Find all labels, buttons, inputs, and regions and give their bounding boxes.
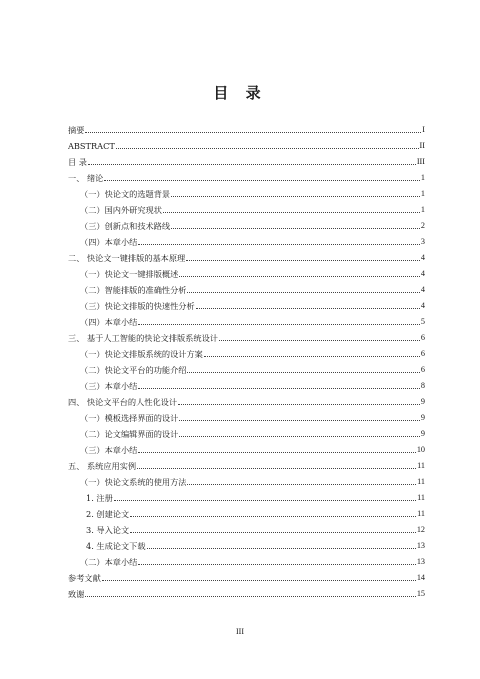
- toc-entry-page: 14: [416, 573, 425, 582]
- dot-leader: [187, 292, 419, 293]
- dot-leader: [196, 308, 420, 309]
- dot-leader: [138, 564, 415, 565]
- toc-entry-page: 4: [420, 253, 425, 262]
- toc-entry-label: （三）本章小结: [80, 445, 138, 455]
- toc-entry-label: 四、 快论文平台的人性化设计: [68, 397, 178, 407]
- dot-leader: [88, 164, 416, 165]
- toc-entry[interactable]: [68, 503, 425, 519]
- toc-entry-page: 6: [420, 365, 425, 374]
- toc-entry-page: 9: [420, 413, 425, 422]
- toc-entry[interactable]: [68, 535, 425, 551]
- toc-entry-page: 6: [420, 349, 425, 358]
- dot-leader: [85, 596, 415, 597]
- dot-leader: [186, 260, 420, 261]
- toc-entry[interactable]: [68, 119, 425, 135]
- dot-leader: [138, 388, 420, 389]
- toc-entry-page: 9: [420, 429, 425, 438]
- toc-entry[interactable]: [68, 423, 425, 439]
- toc-entry-label: （四）本章小结: [80, 317, 138, 327]
- toc-entry-page: 8: [420, 381, 425, 390]
- dot-leader: [171, 228, 420, 229]
- toc-entry-page: 4: [420, 269, 425, 278]
- toc-entry[interactable]: [68, 151, 425, 167]
- toc-entry-page: 1: [420, 189, 425, 198]
- toc-entry-label: （二）国内外研究现状: [80, 205, 162, 215]
- toc-entry-page: 9: [420, 397, 425, 406]
- toc-entry-label: 三、 基于人工智能的快论文排版系统设计: [68, 333, 218, 343]
- toc-entry[interactable]: [68, 295, 425, 311]
- dot-leader: [138, 452, 415, 453]
- toc-entry-label: （一）快论文系统的使用方法: [80, 477, 187, 487]
- toc-entry-label: （一）快论文一键排版概述: [80, 269, 179, 279]
- page-number: III: [236, 627, 244, 636]
- toc-entry-page: 4: [420, 285, 425, 294]
- toc-entry-label: 摘要: [68, 125, 85, 135]
- toc-entry-page: 3: [420, 237, 425, 246]
- toc-entry-label: 五、 系统应用实例: [68, 461, 137, 471]
- toc-entry-page: 11: [417, 477, 425, 486]
- toc-entry-page: 11: [417, 509, 425, 518]
- toc-entry-page: 11: [417, 461, 425, 470]
- toc-entry-label: 二、 快论文一键排版的基本原理: [68, 253, 186, 263]
- toc-entry-label: （二）本章小结: [80, 557, 138, 567]
- page-title: 目 录: [213, 84, 267, 102]
- dot-leader: [163, 212, 420, 213]
- dot-leader: [179, 420, 420, 421]
- dot-leader: [179, 436, 420, 437]
- dot-leader: [178, 404, 420, 405]
- toc-entry-label: （三）快论文排版的快速性分析: [80, 301, 195, 311]
- toc-entry[interactable]: [68, 583, 425, 599]
- dot-leader: [187, 484, 416, 485]
- dot-leader: [204, 356, 420, 357]
- toc-entry-label: （一）快论文的选题背景: [80, 189, 171, 199]
- dot-leader: [114, 500, 416, 501]
- toc-entry[interactable]: [68, 375, 425, 391]
- toc-entry-label: ABSTRACT: [68, 141, 115, 151]
- toc-entry-label: （二）快论文平台的功能介绍: [80, 365, 187, 375]
- toc-entry-page: II: [419, 141, 425, 150]
- toc-entry-label: （二）论文编辑界面的设计: [80, 429, 179, 439]
- toc-entry-page: 1: [420, 205, 425, 214]
- dot-leader: [104, 180, 420, 181]
- toc-entry-page: III: [416, 157, 425, 166]
- toc-entry[interactable]: [68, 231, 425, 247]
- toc-entry-label: 3. 导入论文: [86, 525, 130, 535]
- toc-entry[interactable]: [68, 455, 425, 471]
- toc-entry-label: （三）本章小结: [80, 381, 138, 391]
- toc-entry[interactable]: [68, 487, 425, 503]
- toc-entry[interactable]: [68, 359, 425, 375]
- toc-entry[interactable]: [68, 327, 425, 343]
- dot-leader: [116, 148, 419, 149]
- dot-leader: [138, 244, 420, 245]
- toc-entry-page: I: [422, 125, 425, 134]
- dot-leader: [171, 196, 420, 197]
- toc-entry[interactable]: [68, 519, 425, 535]
- toc-entry-label: 2. 创建论文: [86, 509, 130, 519]
- toc-entry-page: 4: [420, 301, 425, 310]
- toc-entry-page: 5: [420, 317, 425, 326]
- dot-leader: [147, 548, 416, 549]
- toc-entry-label: 目 录: [68, 157, 87, 167]
- toc-entry[interactable]: [68, 343, 425, 359]
- toc-entry[interactable]: [68, 439, 425, 455]
- toc-entry-label: （三）创新点和技术路线: [80, 221, 171, 231]
- toc-entry-label: 参考文献: [68, 573, 101, 583]
- toc-entry[interactable]: [68, 135, 425, 151]
- toc-entry[interactable]: [68, 199, 425, 215]
- dot-leader: [219, 340, 420, 341]
- toc-entry[interactable]: [68, 391, 425, 407]
- toc-entry[interactable]: [68, 407, 425, 423]
- toc-entry[interactable]: [68, 471, 425, 487]
- toc-entry-label: 致谢: [68, 589, 85, 599]
- dot-leader: [102, 580, 416, 581]
- toc-entry-page: 13: [416, 541, 425, 550]
- toc-entry[interactable]: [68, 215, 425, 231]
- dot-leader: [138, 324, 420, 325]
- toc-entry-page: 2: [420, 221, 425, 230]
- toc-entry-page: 1: [420, 173, 425, 182]
- toc-entry-page: 10: [416, 445, 425, 454]
- toc-entry-label: （四）本章小结: [80, 237, 138, 247]
- toc-entry-page: 6: [420, 333, 425, 342]
- toc-entry-page: 12: [416, 525, 425, 534]
- toc-entry[interactable]: [68, 263, 425, 279]
- toc-entry[interactable]: [68, 567, 425, 583]
- toc-entry-page: 11: [417, 493, 425, 502]
- toc-entry[interactable]: [68, 247, 425, 263]
- dot-leader: [179, 276, 420, 277]
- toc-entry[interactable]: [68, 279, 425, 295]
- toc-entry-label: （一）快论文排版系统的设计方案: [80, 349, 203, 359]
- toc-entry-label: 一、 绪论: [68, 173, 104, 183]
- toc-entry-label: （一）模板选择界面的设计: [80, 413, 179, 423]
- dot-leader: [137, 468, 416, 469]
- toc-entry-page: 15: [416, 589, 425, 598]
- table-of-contents: [68, 119, 425, 599]
- toc-entry-label: 4. 生成论文下载: [86, 541, 146, 551]
- toc-entry[interactable]: [68, 311, 425, 327]
- toc-entry-label: 1. 注册: [86, 493, 113, 503]
- toc-entry[interactable]: [68, 167, 425, 183]
- toc-entry-label: （二）智能排版的准确性分析: [80, 285, 187, 295]
- dot-leader: [85, 132, 421, 133]
- toc-entry[interactable]: [68, 183, 425, 199]
- toc-entry-page: 13: [416, 557, 425, 566]
- dot-leader: [130, 516, 416, 517]
- toc-entry[interactable]: [68, 551, 425, 567]
- dot-leader: [130, 532, 416, 533]
- dot-leader: [187, 372, 419, 373]
